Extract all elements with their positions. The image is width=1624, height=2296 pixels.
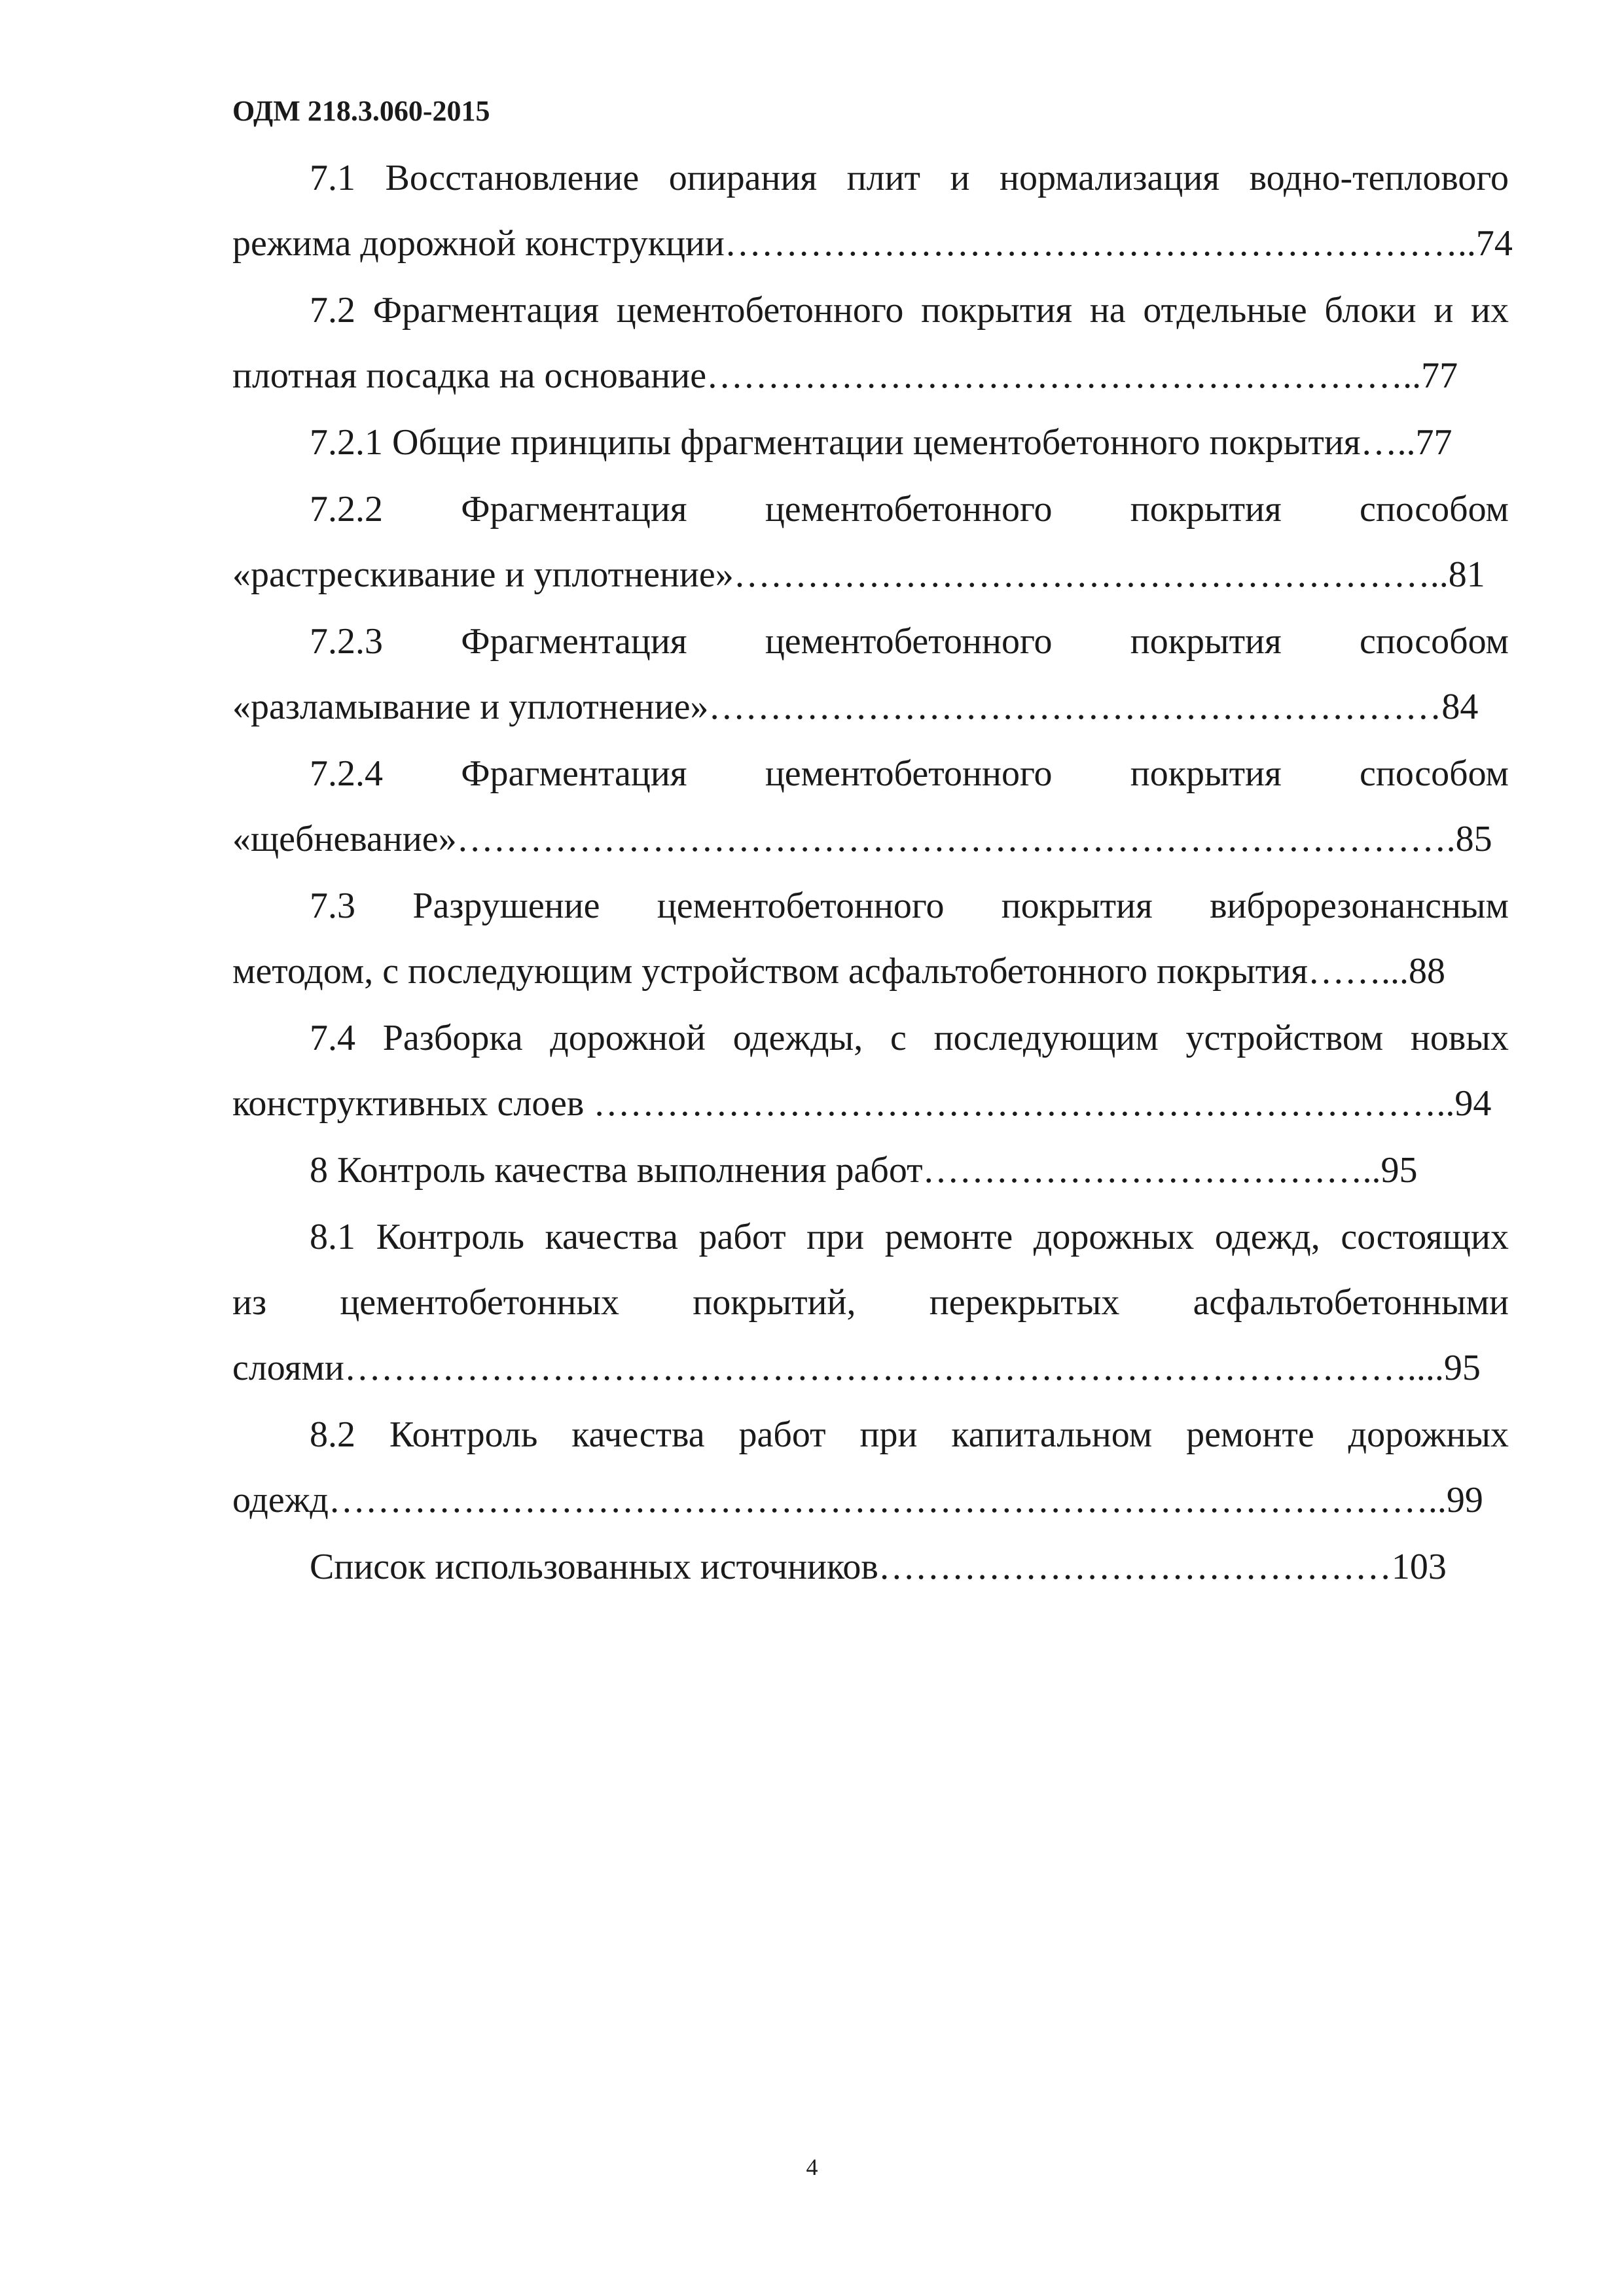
toc-line: 8.2 Контроль качества работ при капитальном ремонте дорожных bbox=[310, 1414, 1509, 1455]
toc-entry-7-1 bbox=[232, 145, 1513, 276]
toc-entry-7-2 bbox=[232, 278, 1509, 408]
toc-entry-7-2-1 bbox=[232, 410, 1509, 475]
toc-line: конструктивных слоев ……………………………………………………………..94 bbox=[232, 1083, 1492, 1124]
toc-line: «щебневание»……………………………………………………………………….85 bbox=[232, 819, 1492, 859]
toc-line: режима дорожной конструкции……………………………………………………..74 bbox=[232, 223, 1513, 264]
toc-entry-8 bbox=[232, 1138, 1509, 1203]
toc-line: слоями……………………………………………………………………………....95 bbox=[232, 1348, 1481, 1388]
toc-entry-7-2-3 bbox=[232, 609, 1509, 740]
toc-line: 7.1 Восстановление опирания плит и нормализация водно-теплового bbox=[310, 158, 1509, 198]
toc-line: 7.2.2 Фрагментация цементобетонного покрытия способом bbox=[310, 489, 1509, 529]
toc-line: одежд………………………………………………………………………………..99 bbox=[232, 1480, 1483, 1520]
table-of-contents bbox=[232, 145, 1513, 1601]
toc-entry-references bbox=[232, 1534, 1509, 1600]
toc-line: 8 Контроль качества выполнения работ………………………………..95 bbox=[310, 1150, 1418, 1191]
toc-entry-7-2-2 bbox=[232, 476, 1509, 607]
toc-line: методом, с последующим устройством асфальтобетонного покрытия……...88 bbox=[232, 951, 1445, 992]
toc-entry-8-1 bbox=[232, 1204, 1509, 1401]
toc-line: «растрескивание и уплотнение»…………………………………………………..81 bbox=[232, 554, 1485, 595]
toc-entry-8-2 bbox=[232, 1402, 1509, 1533]
toc-line: 7.2.3 Фрагментация цементобетонного покрытия способом bbox=[310, 621, 1509, 662]
toc-line: 8.1 Контроль качества работ при ремонте дорожных одежд, состоящих bbox=[310, 1217, 1509, 1257]
document-code-header: ОДМ 218.3.060-2015 bbox=[232, 95, 490, 127]
toc-line: 7.2.1 Общие принципы фрагментации цементобетонного покрытия…..77 bbox=[310, 422, 1453, 463]
toc-line: из цементобетонных покрытий, перекрытых асфальтобетонными bbox=[232, 1282, 1509, 1323]
toc-line: 7.2 Фрагментация цементобетонного покрытия на отдельные блоки и их bbox=[310, 290, 1509, 331]
toc-line: «разламывание и уплотнение»……………………………………………………84 bbox=[232, 687, 1479, 727]
toc-line: 7.4 Разборка дорожной одежды, с последующим устройством новых bbox=[310, 1018, 1509, 1058]
toc-entry-7-2-4 bbox=[232, 741, 1509, 872]
toc-entry-7-3 bbox=[232, 873, 1509, 1004]
toc-line: плотная посадка на основание…………………………………………………..77 bbox=[232, 355, 1458, 396]
page-number: 4 bbox=[806, 2154, 818, 2180]
toc-line: 7.2.4 Фрагментация цементобетонного покрытия способом bbox=[310, 753, 1509, 794]
toc-line: Список использованных источников……………………………………103 bbox=[310, 1547, 1447, 1587]
toc-entry-7-4 bbox=[232, 1005, 1509, 1136]
toc-line: 7.3 Разрушение цементобетонного покрытия виброрезонансным bbox=[310, 886, 1509, 926]
